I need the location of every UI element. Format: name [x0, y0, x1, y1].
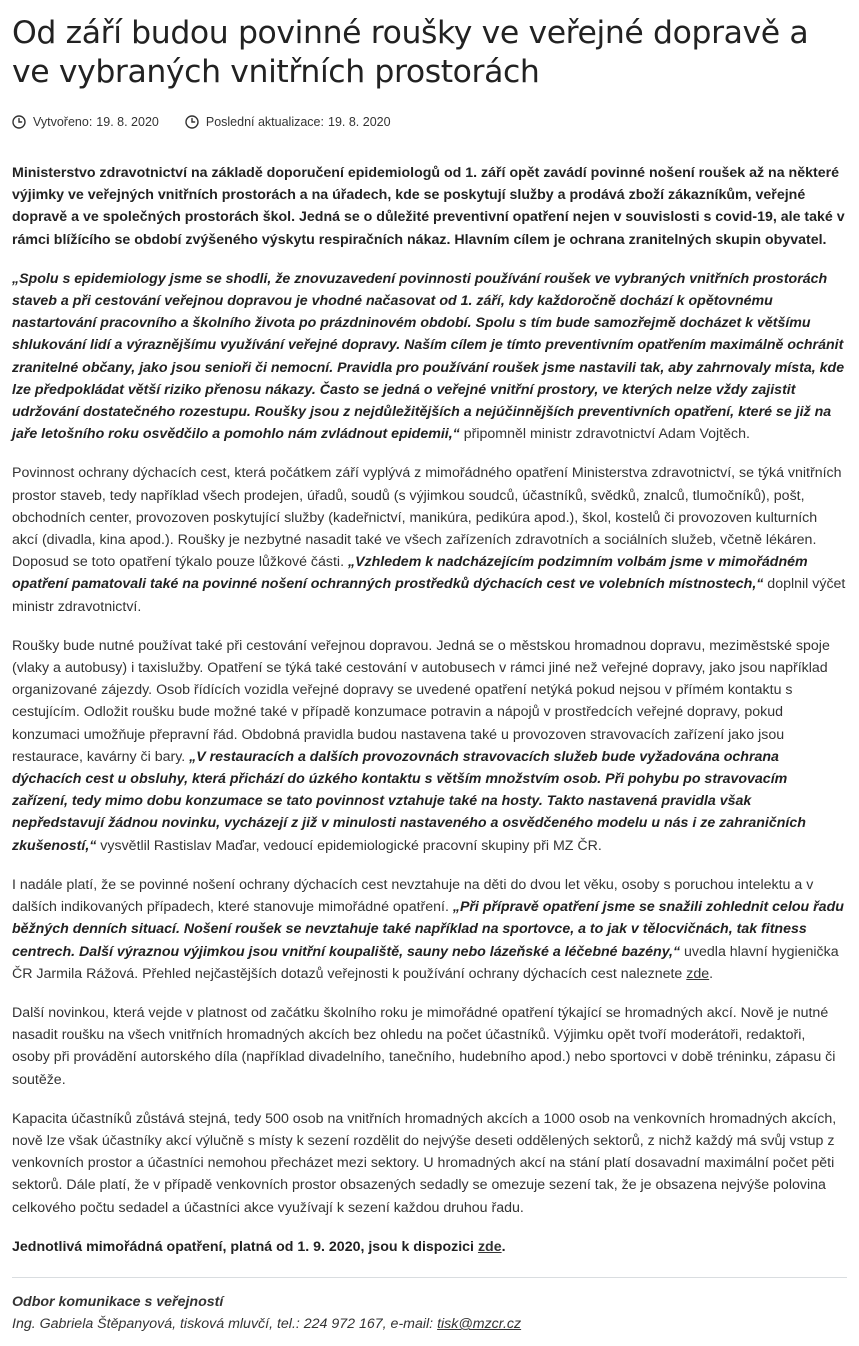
paragraph-text: I nadále platí, že se povinné nošení ochrany dýchacích cest nevztahuje na děti do dvou let věku, osoby s poruchou intelektu a v dalších indikovaných případech, které stanovuje mimořádné opatření. [12, 876, 814, 916]
updated-label: Poslední aktualizace: [205, 115, 324, 129]
updated-meta [185, 115, 391, 129]
article-lead: Ministerstvo zdravotnictví na základě doporučení epidemiologů od 1. září opět zavádí povinné nošení roušek až na některé výjimky ve veřejných vnitřních prostorách a na úřadech, kde se poskytují služby a prodává zboží zákazníkům, veřejné dopravě a ve společných prostorách škol. Jedná se o důležité preventivní opatření nejen v souvislosti s covid-19, ale také v rámci blížícího se období zvýšeného výskytu respiračních nákaz. Hlavním cílem je ochrana zranitelných skupin obyvatel. [12, 165, 845, 248]
created-meta [12, 115, 159, 129]
quote-attribution: uvedla hlavní hygienička ČR Jarmila Rážová. Přehled nejčastějších dotazů veřejnosti k používání ochrany dýchacích cest naleznete [12, 943, 839, 982]
paragraph-exceptions [12, 874, 847, 985]
paragraph-minister-quote [12, 268, 847, 446]
paragraph-public-transport [12, 635, 847, 857]
clock-icon [185, 115, 199, 129]
paragraph-text: Povinnost ochrany dýchacích cest, která počátkem září vyplývá z mimořádného opatření Ministerstva zdravotnictví, se týká vnitřních prostor staveb, tedy například všech prodejen, úřadů, soudů (s výjimkou soudců, účastníků, svědků, znalců, tlumočníků), pošt, obchodních center, provozoven poskytující služby (kadeřnictví, manikúra, pedikúra apod.), škol, kostelů či provozoven kulturních akcí (divadla, kina apod.). Roušky je nezbytné nasadit také ve všech zařízeních zdravotních a sociálních služeb, včetně lékáren. Doposud se toto opatření týkalo pouze lůžkové části. [12, 465, 842, 571]
measures-link[interactable]: zde [477, 1238, 502, 1255]
faq-link[interactable]: zde [686, 965, 710, 982]
paragraph-mass-events: Další novinkou, která vejde v platnost od začátku školního roku je mimořádné opatření týkající se hromadných akcí. Nově je nutné nasadit roušku na všech vnitřních hromadných akcích bez ohledu na počet účastníků. Výjimku opět tvoří moderátoři, redaktoři, osoby při provádění autorského díla (například divadelního, tanečního, hudebního apod.) nebo sportovci v době tréninku, zápasu či soutěže. [12, 1004, 836, 1088]
paragraph-text: Roušky bude nutné používat také při cestování veřejnou dopravou. Jedná se o městskou hromadnou dopravu, meziměstské spoje (vlaky a autobusy) i taxislužby. Opatření se týká také cestování v autobusech v rámci jiné než veřejné dopravy, jako jsou například organizované zájezdy. Osob řídících vozidla veřejné dopravy se uvedené opatření netýká pokud nejsou v přímém kontaktu s cestujícím. Odložit roušku bude možné také v případě konzumace potravin a nápojů v prostředcích veřejné dopravy, pokud konzumaci umožňuje přepravní řád. Obdobná pravidla budou nastavena také u provozoven stravovacích zařízení jako jsou restaurace, kavárny či bary. [12, 637, 830, 765]
contact-details: Ing. Gabriela Štěpanyová, tisková mluvčí, tel.: 224 972 167, e-mail: [12, 1316, 438, 1333]
email-link[interactable]: tisk@mzcr.cz [437, 1316, 522, 1333]
punctuation: . [501, 1238, 506, 1255]
contact-line [12, 1313, 847, 1335]
closing-paragraph [12, 1236, 847, 1258]
created-label: Vytvořeno: [33, 115, 93, 129]
quote: „V restauracích a dalších provozovnách stravovacích služeb bude vyžadována ochrana dýchacích cest u obsluhy, která přichází do úzkého kontaktu s větším množstvím osob. Při pohybu po stravovacím zařízení, tedy mimo dobu konzumace se tato povinnost vztahuje také na hosty. Takto nastavená pravidla však nepředstavují žádnou novinku, vycházejí z již v minulosti nastaveného a osvědčeného modelu u nás i ze zahraničních zkušeností,“ [12, 748, 806, 854]
quote: „Vzhledem k nadcházejícím podzimním volbám jsme v mimořádném opatření pamatovali také na povinné nošení ochranných prostředků dýchacích cest ve volebních místnostech,“ [12, 554, 808, 593]
divider [12, 1277, 847, 1278]
updated-date: 19. 8. 2020 [328, 115, 391, 129]
press-contact [12, 1291, 847, 1335]
quote-attribution: připomněl ministr zdravotnictví Adam Vojtěch. [459, 426, 750, 443]
quote-attribution: doplnil výčet ministr zdravotnictví. [12, 576, 846, 615]
paragraph-capacity: Kapacita účastníků zůstává stejná, tedy 500 osob na vnitřních hromadných akcích a 1000 osob na venkovních hromadných akcích, nově lze však účastníky akcí výlučně s místy k sezení rozdělit do nejvýše deseti oddělených sektorů, z nichž každý má svůj vstup z venkovních prostor a účastníci nemohou přecházet mezi sektory. U hromadných akcí na stání platí dosavadní maximální počet pěti sektorů. Dále platí, že v případě venkovních prostor obsazených sedadly se omezuje sezení tak, že je obsazena nejvýše polovina celkového počtu sedadel a účastníci akce využívají k sezení každou druhou řadu. [12, 1110, 837, 1216]
created-date: 19. 8. 2020 [96, 115, 159, 129]
page-title: Od září budou povinné roušky ve veřejné dopravě a ve vybraných vnitřních prostorách [12, 15, 809, 90]
article-meta [12, 112, 847, 132]
paragraph-indoor-spaces [12, 462, 847, 617]
punctuation: . [709, 965, 714, 982]
clock-icon [12, 115, 26, 129]
quote-attribution: vysvětlil Rastislav Maďar, vedoucí epidemiologické pracovní skupiny při MZ ČR. [96, 837, 602, 854]
closing-text: Jednotlivá mimořádná opatření, platná od 1. 9. 2020, jsou k dispozici [12, 1238, 478, 1255]
quote: „Při přípravě opatření jsme se snažili zohlednit celou řadu běžných denních situací. Nošení roušek se nevztahuje také například na sportovce, a to jak v tělocvičnách, tak fitness centrech. Další výraznou výjimkou jsou vnitřní koupaliště, sauny nebo lázeňské a léčebné bazény,“ [12, 899, 844, 960]
quote: „Spolu s epidemiology jsme se shodli, že znovuzavedení povinnosti používání roušek ve vybraných vnitřních prostorách staveb a při cestování veřejnou dopravou je vhodné načasovat od 1. září, kdy každoročně dochází k opětovnému nastartování pracovního a školního života po prázdninovém období. Spolu s tím bude samozřejmě docházet k většímu shlukování lidí a výraznějšímu využívání veřejné dopravy. Naším cílem je tímto preventivním opatřením maximálně ochránit zranitelné občany, jako jsou senioři či nemocní. Pravidla pro používání roušek jsme nastavili tak, aby zahrnovaly místa, kde lze předpokládat větší riziko přenosu nákazy. Často se jedná o veřejné vnitřní prostory, ve kterých nelze vždy zajistit udržování dostatečného rozestupu. Roušky jsou z nejdůležitějších a nejúčinnějších preventivních opatření, které se již na jaře letošního roku osvědčilo a pomohlo nám zvládnout epidemii,“ [12, 270, 845, 443]
contact-department: Odbor komunikace s veřejností [12, 1293, 224, 1310]
